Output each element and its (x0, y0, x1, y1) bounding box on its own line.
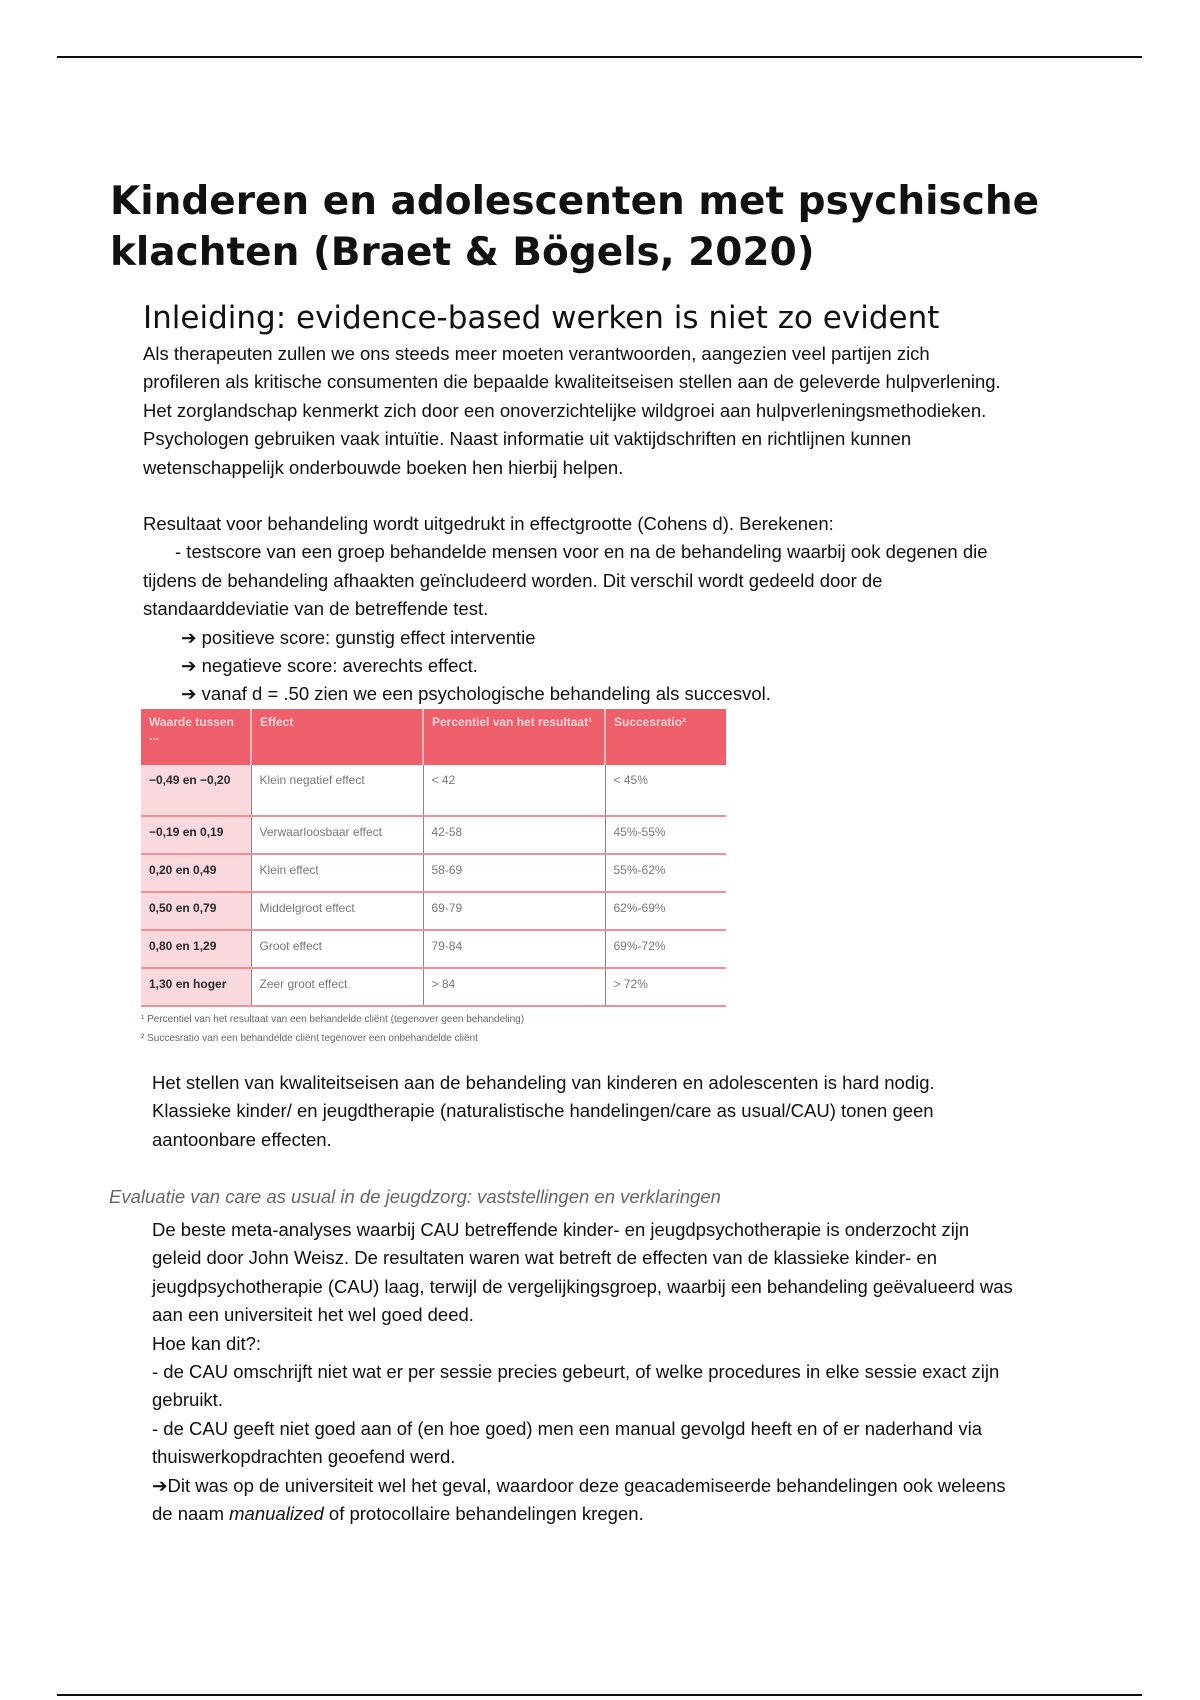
text-line: Het stellen van kwaliteitseisen aan de behandeling van kinderen en adolescenten is hard nodig. (152, 1072, 935, 1093)
table-row (141, 892, 726, 930)
table-cell: 79-84 (423, 930, 605, 968)
document-title: Kinderen en adolescenten met psychische klachten (Braet & Bögels, 2020) (110, 179, 1040, 275)
table-cell: 55%-62% (605, 854, 726, 892)
section-heading-inleiding: Inleiding: evidence-based werken is niet zo evident (143, 300, 940, 336)
column-header: Succesratio² (605, 709, 726, 765)
column-header: Waarde tussen ... (141, 709, 251, 765)
column-header: Percentiel van het resultaat¹ (423, 709, 605, 765)
table-cell: 0,50 en 0,79 (141, 892, 251, 930)
text-fragment: of protocollaire behandelingen kregen. (323, 1503, 644, 1525)
table-cell: 0,80 en 1,29 (141, 930, 251, 968)
text-line: - de CAU geeft niet goed aan of (en hoe goed) men een manual gevolgd heeft en of er naderhand via (152, 1417, 982, 1439)
table-cell: Klein negatief effect (251, 765, 423, 816)
text-line: jeugdpsychotherapie (CAU) laag, terwijl de vergelijkingsgroep, waarbij een behandeling geëvalueerd was (152, 1275, 1013, 1297)
section-heading-evaluatie: Evaluatie van care as usual in de jeugdzorg: vaststellingen en verklaringen (109, 1186, 721, 1207)
text-line: aan een universiteit het wel goed deed. (152, 1304, 474, 1326)
quality-paragraph (152, 1069, 1102, 1154)
text-line: Hoe kan dit?: (152, 1332, 262, 1354)
table-cell: 69-79 (423, 892, 605, 930)
effect-size-table (141, 709, 726, 1007)
text-line: Psychologen gebruiken vaak intuïtie. Naast informatie uit vaktijdschriften en richtlijnen kunnen (143, 428, 912, 450)
text-line: aantoonbare effecten. (152, 1128, 332, 1150)
table-cell: 42-58 (423, 816, 605, 854)
text-line: standaarddeviatie van de betreffende test. (143, 598, 489, 620)
table-cell: 62%-69% (605, 892, 726, 930)
effect-size-paragraph (143, 510, 1103, 709)
text-line: Het zorglandschap kenmerkt zich door een onoverzichtelijke wildgroei aan hulpverleningsmethodieken. (143, 399, 987, 421)
table-cell: 58-69 (423, 854, 605, 892)
table-row (141, 816, 726, 854)
table-row (141, 765, 726, 816)
table-cell: > 72% (605, 968, 726, 1006)
table-cell: Klein effect (251, 854, 423, 892)
intro-paragraph (143, 340, 1103, 482)
table-cell: < 42 (423, 765, 605, 816)
table-row (141, 854, 726, 892)
text-line: wetenschappelijk onderbouwde boeken hen hierbij helpen. (143, 456, 624, 478)
table-cell: 45%-55% (605, 816, 726, 854)
table-cell: 0,20 en 0,49 (141, 854, 251, 892)
text-line: Klassieke kinder/ en jeugdtherapie (naturalistische handelingen/care as usual/CAU) tonen geen (152, 1100, 934, 1122)
text-line: geleid door John Weisz. De resultaten waren wat betreft de effecten van de klassieke kinder- en (152, 1247, 937, 1269)
table-cell: −0,49 en −0,20 (141, 765, 251, 816)
table-row (141, 930, 726, 968)
table-cell: Middelgroot effect (251, 892, 423, 930)
text-line: Als therapeuten zullen we ons steeds meer moeten verantwoorden, aangezien veel partijen zich (143, 343, 930, 364)
table-header-row (141, 709, 726, 765)
table-cell: > 84 (423, 968, 605, 1006)
text-line: De beste meta-analyses waarbij CAU betreffende kinder- en jeugdpsychotherapie is onderzocht zijn (152, 1219, 970, 1240)
text-line: profileren als kritische consumenten die bepaalde kwaliteitseisen stellen aan de geleverde hulpverlening. (143, 371, 1001, 393)
text-line: - de CAU omschrijft niet wat er per sessie precies gebeurt, of welke procedures in elke sessie exact zijn (152, 1361, 1000, 1383)
header-rule (57, 56, 1142, 58)
text-line: Resultaat voor behandeling wordt uitgedrukt in effectgrootte (Cohens d). Berekenen: (143, 513, 834, 534)
arrow-item: ➔ vanaf d = .50 zien we een psychologische behandeling als succesvol. (181, 683, 771, 705)
effect-size-table-image (141, 709, 726, 1044)
table-cell: Groot effect (251, 930, 423, 968)
table-cell: 69%-72% (605, 930, 726, 968)
table-footnote: ² Succesratio van een behandelde cliënt tegenover een onbehandelde cliënt (141, 1033, 478, 1044)
table-cell: Verwaarloosbaar effect (251, 816, 423, 854)
table-footnote: ¹ Percentiel van het resultaat van een behandelde cliënt (tegenover geen behandeling) (141, 1014, 525, 1025)
emphasis-manualized: manualized (229, 1503, 324, 1525)
table-row (141, 968, 726, 1006)
table-cell: 1,30 en hoger (141, 968, 251, 1006)
arrow-item: ➔ negatieve score: averechts effect. (181, 655, 478, 677)
text-line: gebruikt. (152, 1389, 223, 1411)
evaluation-paragraph (152, 1216, 1102, 1528)
table-cell: Zeer groot effect (251, 968, 423, 1006)
text-line: - testscore van een groep behandelde mensen voor en na de behandeling waarbij ook degenen die (175, 541, 988, 563)
arrow-item: ➔ positieve score: gunstig effect interventie (181, 626, 536, 648)
text-fragment: de naam (152, 1503, 230, 1525)
column-header: Effect (251, 709, 423, 765)
footer-rule (57, 1694, 1142, 1696)
text-line (152, 1500, 1102, 1528)
text-line: ➔Dit was op de universiteit wel het geval, waardoor deze geacademiseerde behandelingen ook weleens (152, 1474, 1006, 1496)
text-line: tijdens de behandeling afhaakten geïncludeerd worden. Dit verschil wordt gedeeld door de (143, 569, 883, 591)
table-cell: −0,19 en 0,19 (141, 816, 251, 854)
text-line: thuiswerkopdrachten geoefend werd. (152, 1446, 456, 1468)
table-cell: < 45% (605, 765, 726, 816)
